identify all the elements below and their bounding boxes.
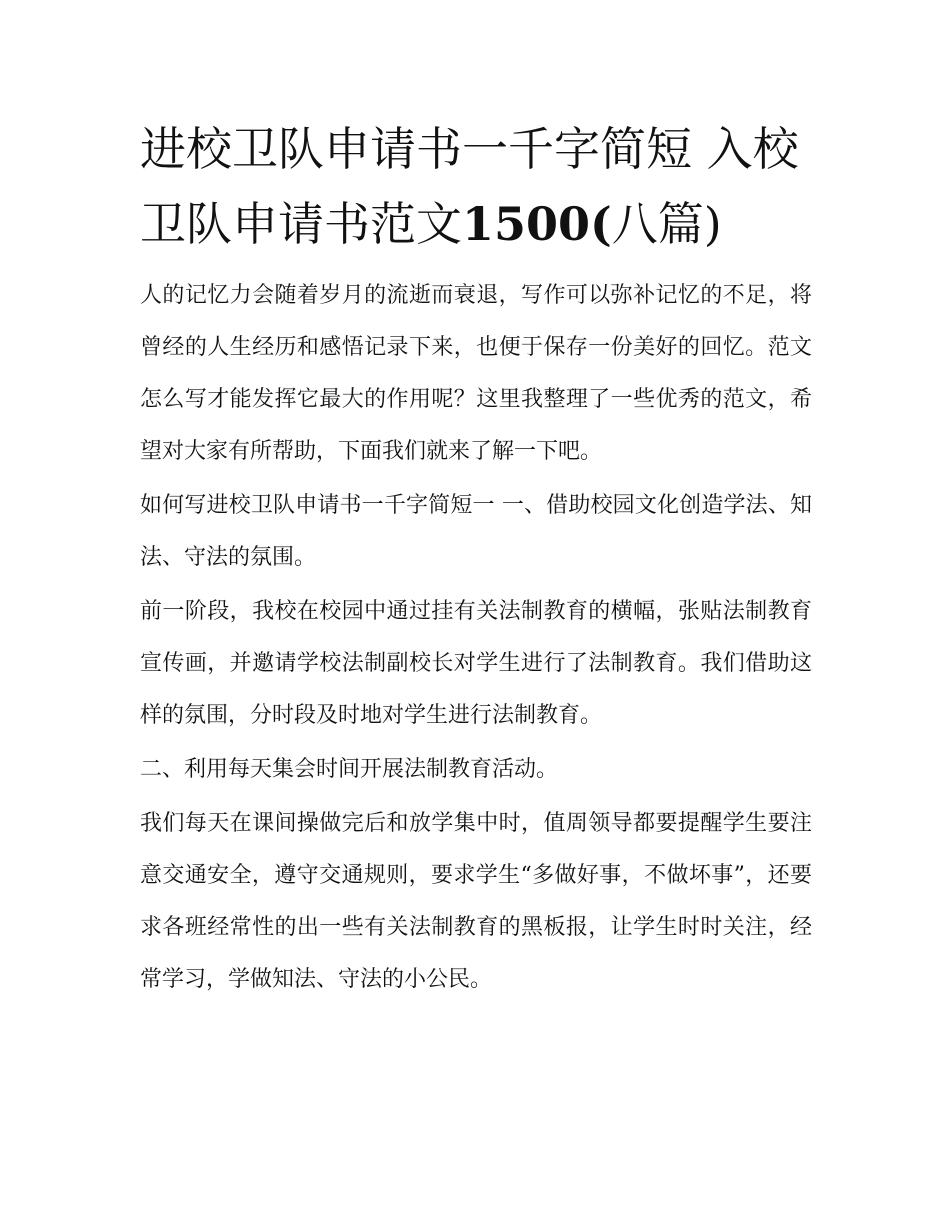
section-one-paragraph: 前一阶段，我校在校园中通过挂有关法制教育的横幅，张贴法制教育宣传画，并邀请学校法制副校长对学生进行了法制教育。我们借助这样的氛围，分时段及时地对学生进行法制教育。 [140,599,812,728]
document-body [140,112,812,1008]
document-title [140,112,812,262]
section-one-heading: 如何写进校卫队申请书一千字简短一 一、借助校园文化创造学法、知法、守法的氛围。 [140,493,812,570]
title-number: 1500( [462,197,612,251]
title-text: 进校卫队申请书一千字简短 入校卫队申请书范文 [140,122,799,251]
section-two-heading: 二、利用每天集会时间开展法制教育活动。 [140,757,559,782]
intro-paragraph: 人的记忆力会随着岁月的流逝而衰退，写作可以弥补记忆的不足，将曾经的人生经历和感悟记录下来，也便于保存一份美好的回忆。范文怎么写才能发挥它最大的作用呢？这里我整理了一些优秀的范文，希望对大家有所帮助，下面我们就来了解一下吧。 [140,283,812,464]
title-suffix: 八篇) [611,197,722,251]
section-two-paragraph: 我们每天在课间操做完后和放学集中时，值周领导都要提醒学生要注意交通安全，遵守交通规则，要求学生“多做好事，不做坏事”，还要求各班经常性的出一些有关法制教育的黑板报，让学生时时关注，经常学习，学做知法、守法的小公民。 [140,811,812,992]
